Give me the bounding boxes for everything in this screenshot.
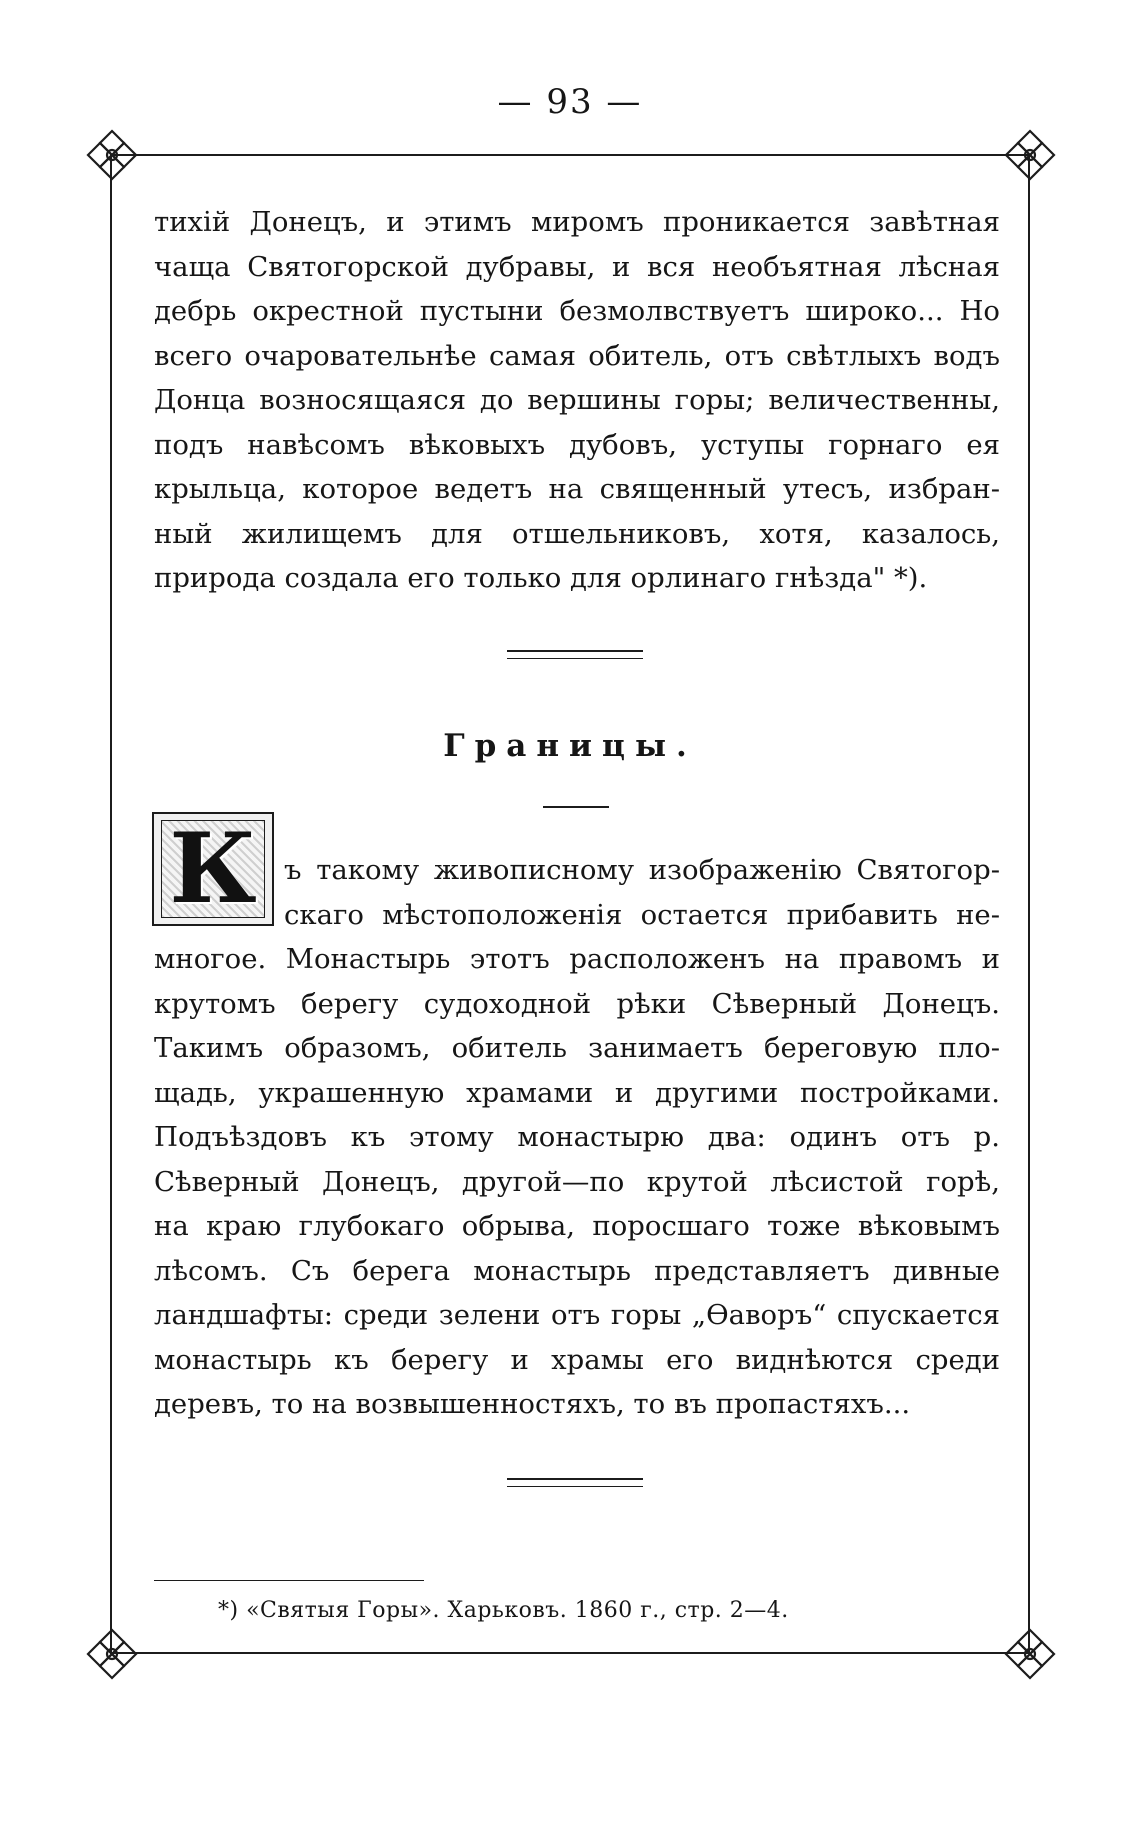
footnote-rule [154, 1580, 424, 1581]
text-line: тихій Донецъ, и этимъ миромъ проникается завѣтная [154, 206, 1000, 238]
paragraph-continuation [154, 200, 1000, 601]
text-line: подъ навѣсомъ вѣковыхъ дубовъ, уступы горнаго ея [154, 428, 1000, 461]
section-divider [507, 650, 643, 659]
corner-knot-ornament-icon [1000, 125, 1060, 185]
drop-cap-letter: К [169, 812, 257, 925]
text-line: Подъѣздовъ къ этому монастырю два: одинъ отъ р. [154, 1121, 1000, 1153]
corner-knot-ornament-icon [82, 125, 142, 185]
text-line: Сѣверный Донецъ, другой—по крутой лѣсистой горѣ, [154, 1165, 1000, 1198]
text-line: дебрь окрестной пустыни безмолвствуетъ широко... Но [154, 295, 1000, 327]
section-divider [507, 1478, 643, 1487]
paragraph-borders [154, 848, 1000, 1427]
text-line: лѣсомъ. Съ берега монастырь представляетъ дивные [154, 1254, 1000, 1287]
text-line: природа создала его только для орлинаго гнѣзда" *). [154, 562, 928, 594]
page-number: — 93 — [497, 82, 643, 122]
corner-knot-ornament-icon [1000, 1624, 1060, 1684]
text-line: крыльца, которое ведетъ на священный утесъ, избран- [154, 473, 1000, 505]
text-line: скаго мѣстоположенія остается прибавить не- [284, 898, 1000, 931]
text-line: Такимъ образомъ, обитель занимаетъ береговую пло- [154, 1032, 1000, 1064]
title-underline [543, 806, 609, 808]
text-line: всего очаровательнѣе самая обитель, отъ свѣтлыхъ водъ [154, 339, 1000, 372]
text-line: крутомъ берегу судоходной рѣки Сѣверный Донецъ. [154, 987, 1000, 1020]
text-line: деревъ, то на возвышенностяхъ, то въ пропастяхъ... [154, 1388, 911, 1420]
text-line: щадь, украшенную храмами и другими постройками. [154, 1076, 1000, 1109]
text-line: монастырь къ берегу и храмы его виднѣются среди [154, 1343, 1000, 1376]
text-line: ъ такому живописному изображенію Святогор- [284, 854, 1000, 886]
corner-knot-ornament-icon [82, 1624, 142, 1684]
text-line: Донца возносящаяся до вершины горы; величественны, [154, 384, 1000, 416]
section-title: Границы. [443, 728, 697, 764]
text-line: ный жилищемъ для отшельниковъ, хотя, казалось, [154, 517, 1000, 550]
text-line: чаща Святогорской дубравы, и вся необъятная лѣсная [154, 250, 1000, 283]
text-line: ландшафты: среди зелени отъ горы „Ѳаворъ“ спускается [154, 1299, 1000, 1331]
text-line: на краю глубокаго обрыва, поросшаго тоже вѣковымъ [154, 1210, 1000, 1242]
text-line: многое. Монастырь этотъ расположенъ на правомъ и [154, 943, 1000, 975]
footnote: *) «Святыя Горы». Харьковъ. 1860 г., стр. 2—4. [218, 1598, 789, 1623]
